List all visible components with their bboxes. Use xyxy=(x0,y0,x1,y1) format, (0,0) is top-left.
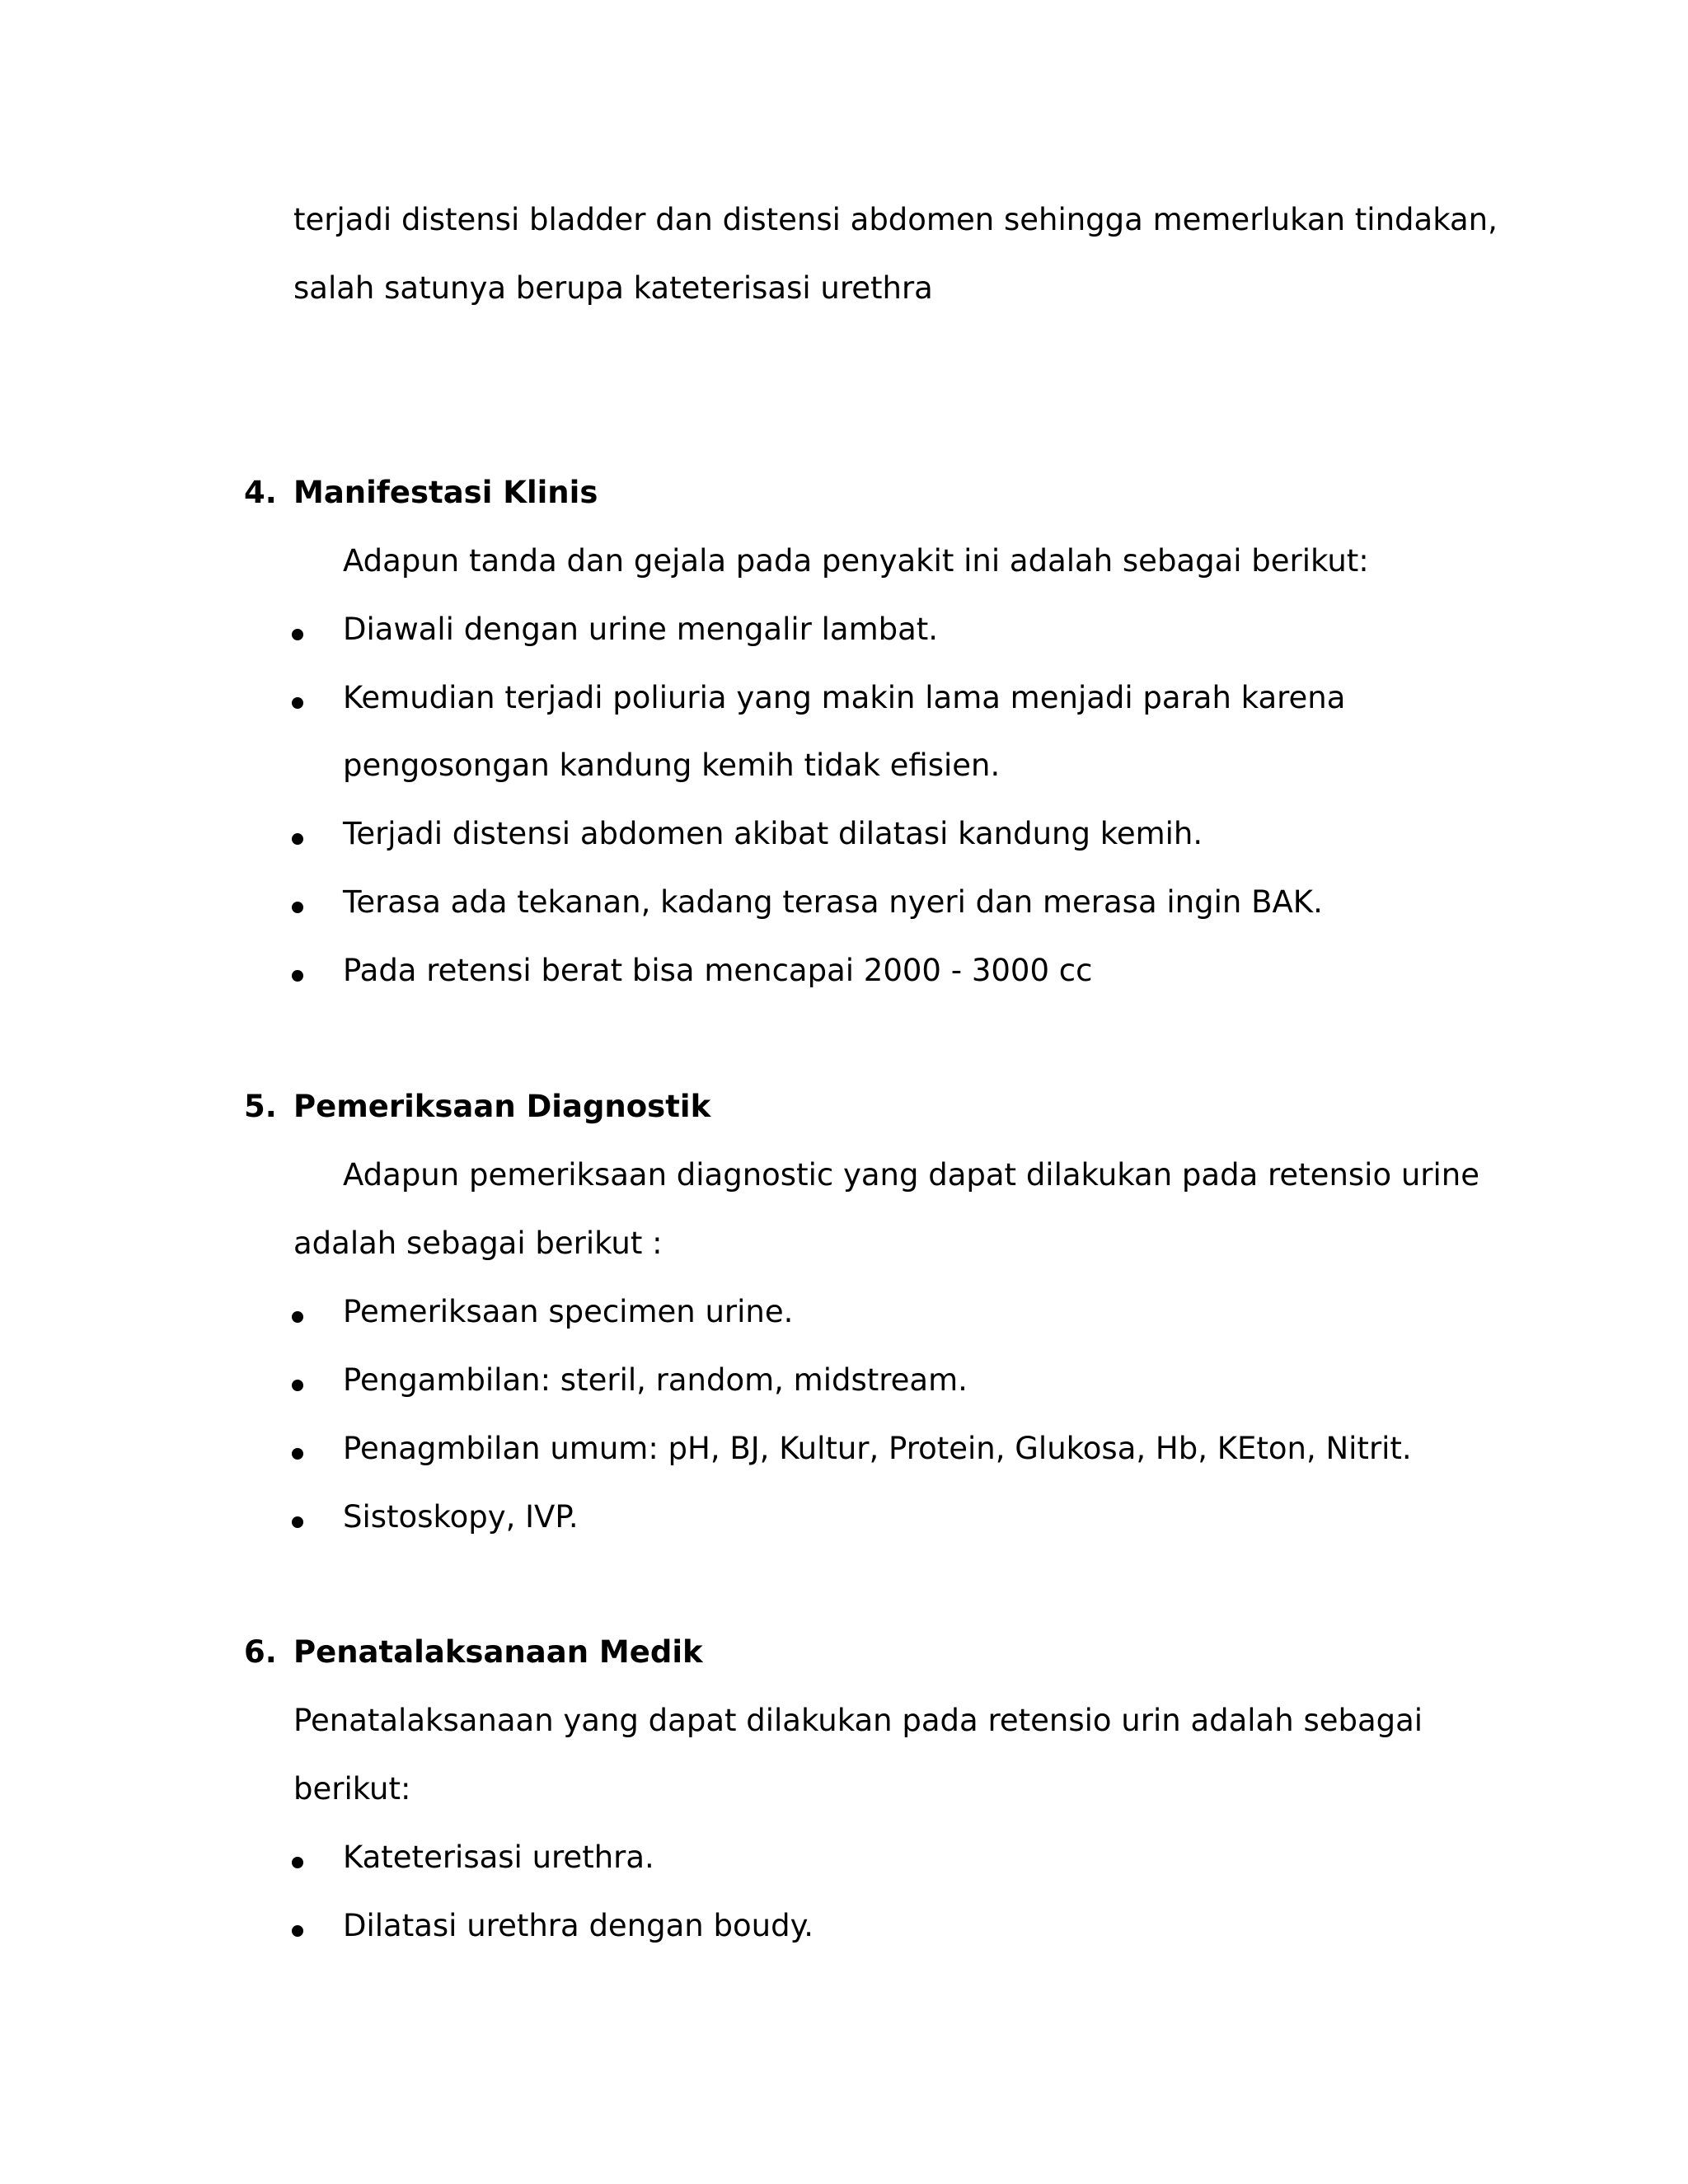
list-item: Pengambilan: steril, random, midstream. xyxy=(343,1362,968,1398)
section-number: 5. xyxy=(244,1089,277,1124)
list-item: Pada retensi berat bisa mencapai 2000 - 3000 cc xyxy=(343,953,1093,988)
list-item-continuation: pengosongan kandung kemih tidak efisien. xyxy=(343,748,1001,783)
bullet-icon xyxy=(292,1311,303,1323)
section-title: Penatalaksanaan Medik xyxy=(293,1634,703,1670)
bullet-icon xyxy=(292,1516,303,1528)
list-item: Sistoskopy, IVP. xyxy=(343,1499,579,1535)
bullet-icon xyxy=(292,697,303,709)
bullet-icon xyxy=(292,833,303,845)
paragraph-line: terjadi distensi bladder dan distensi abdomen sehingga memerlukan tindakan, xyxy=(293,202,1498,237)
bullet-icon xyxy=(292,970,303,982)
list-item: Kateterisasi urethra. xyxy=(343,1840,654,1875)
list-item: Terasa ada tekanan, kadang terasa nyeri dan merasa ingin BAK. xyxy=(343,884,1323,920)
section-intro: berikut: xyxy=(293,1771,411,1807)
section-number: 6. xyxy=(244,1634,277,1670)
section-title: Pemeriksaan Diagnostik xyxy=(293,1089,711,1124)
list-item: Dilatasi urethra dengan boudy. xyxy=(343,1908,814,1943)
bullet-icon xyxy=(292,1380,303,1391)
section-number: 4. xyxy=(244,475,277,510)
bullet-icon xyxy=(292,629,303,640)
bullet-icon xyxy=(292,1925,303,1937)
section-intro: adalah sebagai berikut : xyxy=(293,1226,663,1261)
section-title: Manifestasi Klinis xyxy=(293,475,598,510)
paragraph-line: salah satunya berupa kateterisasi urethra xyxy=(293,270,933,306)
bullet-icon xyxy=(292,902,303,913)
bullet-icon xyxy=(292,1857,303,1868)
list-item: Kemudian terjadi poliuria yang makin lama menjadi parah karena xyxy=(343,680,1346,715)
bullet-icon xyxy=(292,1448,303,1460)
list-item: Pemeriksaan specimen urine. xyxy=(343,1294,794,1329)
section-intro: Adapun tanda dan gejala pada penyakit ini adalah sebagai berikut: xyxy=(343,543,1369,579)
section-intro: Adapun pemeriksaan diagnostic yang dapat dilakukan pada retensio urine xyxy=(343,1157,1480,1193)
list-item: Terjadi distensi abdomen akibat dilatasi kandung kemih. xyxy=(343,816,1203,851)
section-intro: Penatalaksanaan yang dapat dilakukan pada retensio urin adalah sebagai xyxy=(293,1703,1423,1738)
list-item: Diawali dengan urine mengalir lambat. xyxy=(343,612,939,647)
list-item: Penagmbilan umum: pH, BJ, Kultur, Protein, Glukosa, Hb, KEton, Nitrit. xyxy=(343,1431,1412,1466)
